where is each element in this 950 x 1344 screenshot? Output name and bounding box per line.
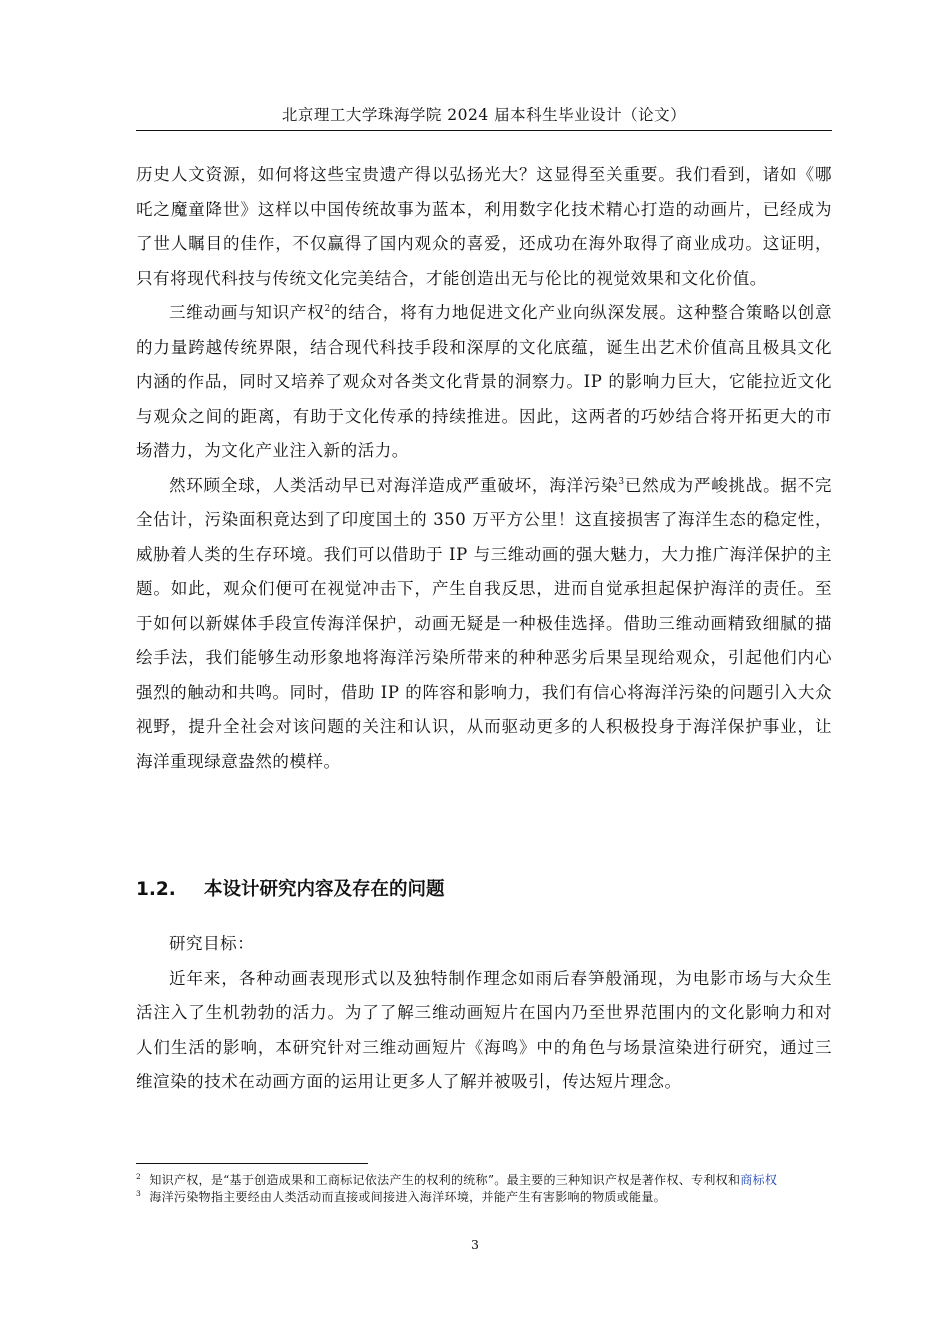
paragraph-research-goal: 近年来，各种动画表现形式以及独特制作理念如雨后春笋般涌现，为电影市场与大众生活注入了生机勃勃的活力。为了了解三维动画短片在国内乃至世界范围内的文化影响力和对人们生活的影响，本研究针对三维动画短片《海鸣》中的角色与场景渲染进行研究，通过三维渲染的技术在动画方面的运用让更多人了解并被吸引，传达短片理念。 [136, 968, 832, 1091]
paragraph-cultural-resources: 历史人文资源，如何将这些宝贵遗产得以弘扬光大？这显得至关重要。我们看到，诸如《哪吒之魔童降世》这样以中国传统故事为蓝本，利用数字化技术精心打造的动画片，已经成为了世人瞩目的佳作，不仅赢得了国内观众的喜爱，还成功在海外取得了商业成功。这证明，只有将现代科技与传统文化完美结合，才能创造出无与伦比的视觉效果和文化价值。 [136, 165, 832, 288]
section-number: 1.2. [136, 879, 176, 900]
footnote-ref-3[interactable]: 3 [618, 476, 625, 487]
trademark-link[interactable]: 商标权 [740, 1173, 778, 1187]
footnotes [136, 1172, 832, 1206]
page-number: 3 [471, 1237, 479, 1252]
footnote-2: $^2$ 知识产权，是“基于创造成果和工商标记依法产生的权利的统称”。最主要的三种知识产权是著作权、专利权和商标权 [136, 1172, 778, 1187]
paragraph-research-goal-label: 研究目标： [169, 934, 255, 953]
section-title: 本设计研究内容及存在的问题 [204, 879, 445, 900]
body-text-section [136, 927, 832, 1100]
paragraph-ocean-pollution: 然环顾全球，人类活动早已对海洋造成严重破坏，海洋污染$^3$已然成为严峻挑战。据不完全估计，污染面积竟达到了印度国土的 350 万平方公里！这直接损害了海洋生态的稳定性，威胁着人类的生存环境。我们可以借助于 IP 与三维动画的强大魅力，大力推广海洋保护的主题。如此，观众们便可在视觉冲击下，产生自我反思，进而自觉承担起保护海洋的责任。至于如何以新媒体手段宣传海洋保护，动画无疑是一种极佳选择。借助三维动画精致细腻的描绘手法，我们能够生动形象地将海洋污染所带来的种种恶劣后果呈现给观众，引起他们内心强烈的触动和共鸣。同时，借助 IP 的阵容和影响力，我们有信心将海洋污染的问题引入大众视野，提升全社会对该问题的关注和认识，从而驱动更多的人积极投身于海洋保护事业，让海洋重现绿意盎然的模样。 [136, 475, 832, 771]
footnote-separator [136, 1163, 368, 1164]
header-rule [136, 130, 832, 131]
section-heading [136, 872, 832, 908]
page-header: 北京理工大学珠海学院 2024 届本科生毕业设计（论文） [281, 106, 687, 124]
body-text-top [136, 158, 832, 779]
footnote-3: $^3$ 海洋污染物指主要经由人类活动而直接或间接进入海洋环境，并能产生有害影响的物质或能量。 [136, 1189, 666, 1204]
paragraph-animation-ip: 三维动画与知识产权$^2$的结合，将有力地促进文化产业向纵深发展。这种整合策略以创意的力量跨越传统界限，结合现代科技手段和深厚的文化底蕴，诞生出艺术价值高且极具文化内涵的作品，同时又培养了观众对各类文化背景的洞察力。IP 的影响力巨大，它能拉近文化与观众之间的距离，有助于文化传承的持续推进。因此，这两者的巧妙结合将开拓更大的市场潜力，为文化产业注入新的活力。 [136, 303, 833, 460]
footnote-ref-2[interactable]: 2 [324, 304, 331, 314]
